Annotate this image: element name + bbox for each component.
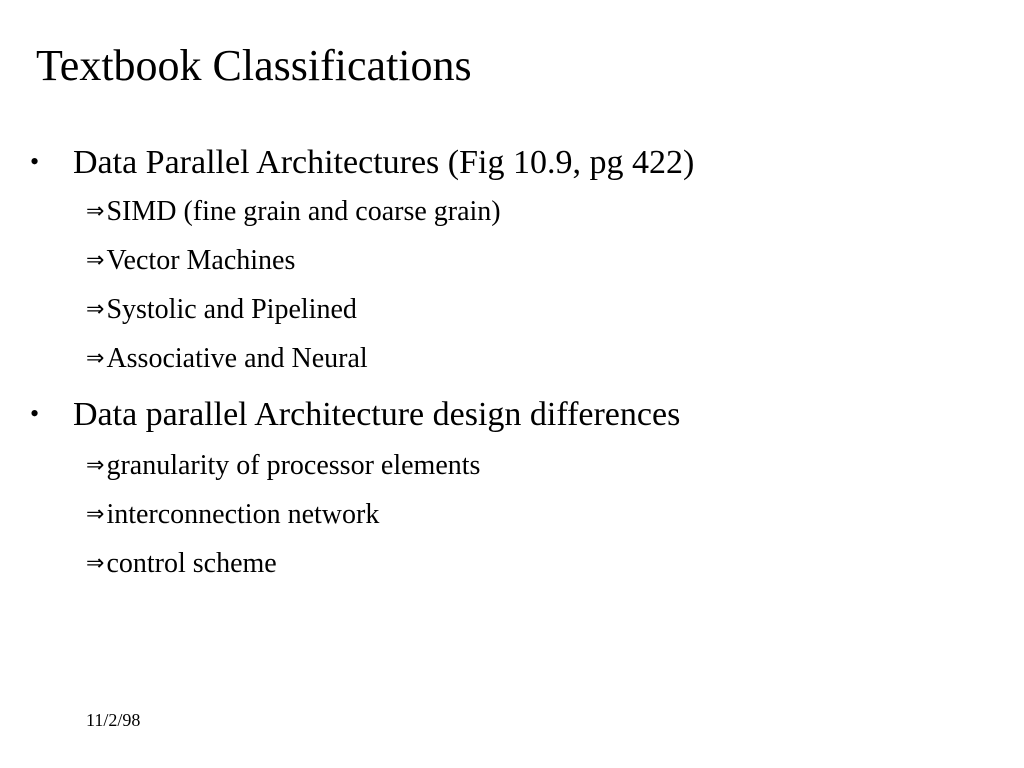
implies-arrow-icon: ⇒	[86, 551, 105, 576]
sub-item-text: Systolic and Pipelined	[106, 294, 357, 325]
sub-item-associative	[86, 342, 368, 376]
implies-arrow-icon: ⇒	[86, 297, 105, 322]
implies-arrow-icon: ⇒	[86, 248, 105, 273]
sub-item-systolic	[86, 293, 357, 327]
slide-title: Textbook Classifications	[36, 41, 472, 90]
implies-arrow-icon: ⇒	[86, 346, 105, 371]
sub-item-text: interconnection network	[106, 499, 380, 530]
sub-item-granularity	[86, 449, 480, 483]
sub-item-simd	[86, 195, 501, 229]
bullet-icon: •	[30, 147, 40, 176]
bullet-text: Data parallel Architecture design differences	[73, 396, 681, 433]
sub-item-text: Associative and Neural	[106, 343, 368, 374]
implies-arrow-icon: ⇒	[86, 502, 105, 527]
footer-date: 11/2/98	[86, 710, 141, 730]
sub-item-interconnection	[86, 498, 379, 532]
bullet-icon: •	[30, 399, 40, 428]
sub-item-text: granularity of processor elements	[106, 450, 481, 481]
sub-item-text: control scheme	[106, 548, 277, 579]
sub-item-vector-machines	[86, 244, 295, 278]
sub-item-control-scheme	[86, 547, 277, 581]
implies-arrow-icon: ⇒	[86, 199, 105, 224]
sub-item-text: Vector Machines	[106, 245, 296, 276]
bullet-data-parallel-architectures	[30, 142, 694, 183]
bullet-design-differences	[30, 394, 680, 435]
bullet-text: Data Parallel Architectures (Fig 10.9, pg 422)	[73, 144, 695, 181]
implies-arrow-icon: ⇒	[86, 453, 105, 478]
sub-item-text: SIMD (fine grain and coarse grain)	[106, 196, 501, 227]
